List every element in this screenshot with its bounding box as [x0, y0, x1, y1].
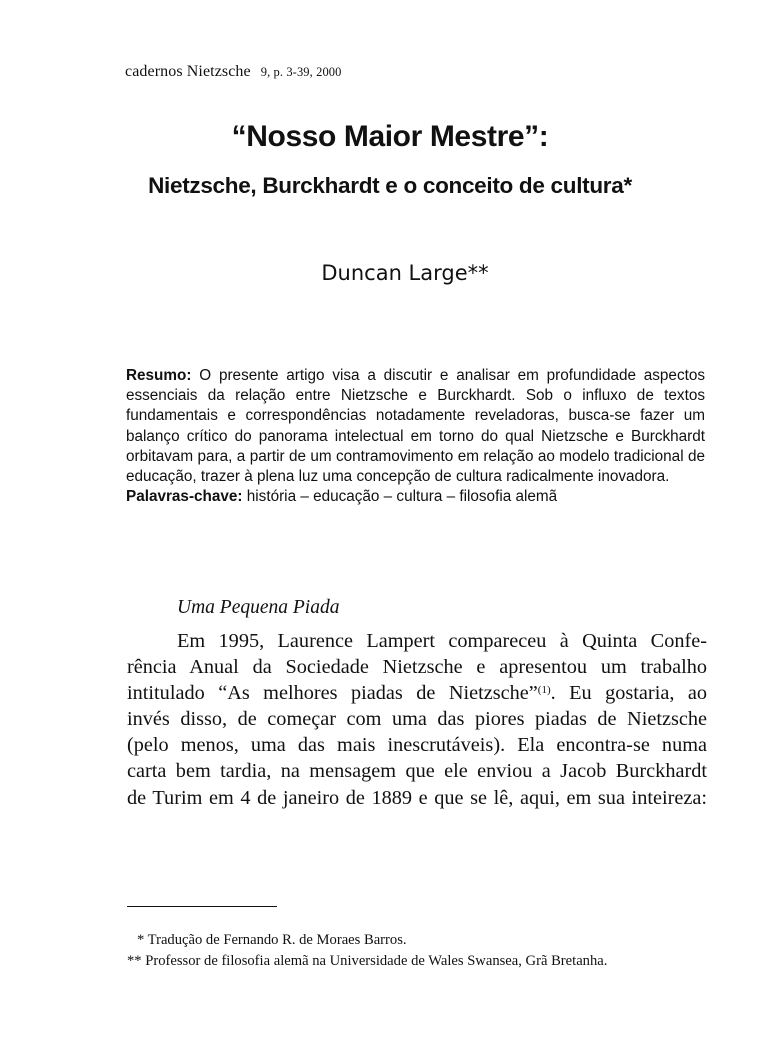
footnote-translator: * Tradução de Fernando R. de Moraes Barros.	[137, 932, 407, 948]
author-name: Duncan Large**	[321, 261, 489, 285]
body-line: invés disso, de começar com uma das piores piadas de Nietzsche	[127, 708, 707, 731]
body-line: de Turim em 4 de janeiro de 1889 e que se lê, aqui, em sua inteireza:	[127, 786, 707, 809]
article-title: “Nosso Maior Mestre”:	[231, 120, 549, 153]
body-line: carta bem tardia, na mensagem que ele enviou a Jacob Burckhardt	[127, 760, 707, 783]
footnote-marker: (1)	[537, 684, 551, 697]
body-line: (pelo menos, uma das mais inescrutáveis). Ela encontra-se numa	[127, 734, 707, 757]
running-head	[125, 63, 342, 81]
keywords-text: história – educação – cultura – filosofia alemã	[242, 488, 558, 506]
body-line	[127, 680, 707, 706]
abstract-label: Resumo:	[126, 367, 192, 384]
body-line: rência Anual da Sociedade Nietzsche e apresentou um trabalho	[127, 656, 707, 679]
journal-name: cadernos Nietzsche	[125, 63, 251, 80]
body-line-text: intitulado “As melhores piadas de Nietzsche”	[127, 682, 538, 705]
footnote-divider	[127, 906, 277, 907]
footnotes	[127, 930, 607, 972]
abstract-block	[126, 366, 705, 507]
body-line: Em 1995, Laurence Lampert compareceu à Quinta Confe-	[177, 630, 707, 652]
body-line-text: . Eu gostaria, ao	[550, 682, 707, 705]
issue-reference: 9, p. 3-39, 2000	[260, 65, 342, 79]
article-subtitle: Nietzsche, Burckhardt e o conceito de cultura*	[148, 173, 632, 198]
abstract-text: O presente artigo visa a discutir e analisar em profundidade aspectos essenciais da relação entre Nietzsche e Burckhardt. Sob o influxo de textos fundamentais e correspondências notadamente reveladoras, busca-se fazer um balanço crítico do panorama intelectual em torno do qual Nietzsche e Burckhardt orbitavam para, a partir de um contramovimento em relação ao modelo tradicional de educação, trazer à plena luz uma concepção de cultura radicalmente inovadora.	[126, 367, 705, 486]
footnote-author-affiliation: ** Professor de filosofia alemã na Universidade de Wales Swansea, Grã Bretanha.	[127, 953, 608, 969]
keywords-paragraph	[126, 487, 705, 507]
abstract-paragraph	[126, 366, 705, 487]
section-heading: Uma Pequena Piada	[177, 597, 340, 618]
body-paragraph	[127, 628, 707, 811]
keywords-label: Palavras-chave:	[126, 488, 243, 506]
